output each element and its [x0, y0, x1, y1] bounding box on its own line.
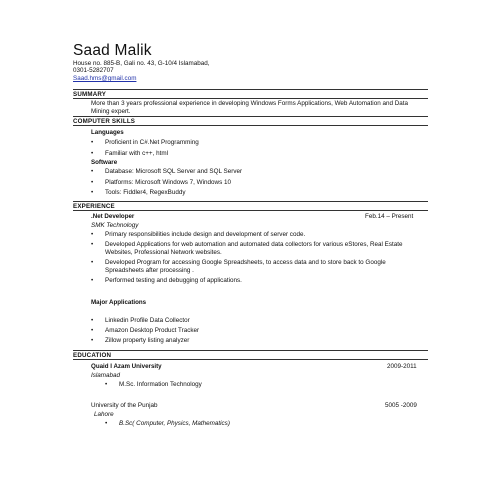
resume-page: Saad Malik House no. 885-B, Gali no. 43, G-10/4 Islamabad, 0301-5282707 Saad.hms@gmail.com SUMMARY More than 3 years professional experience in developing Windows Forms Applications, Web Automation and Data Mining expert. COMPUTER SKILLS Languages • Proficient in C#.Net Programming • Familiar with c++, html Software • Database: Microsoft SQL Server and SQL Server • Platforms: Microsoft Windows 7, Windows 10 • Tools: Fiddler4, RegexBuddy EXPERIENCE .Net Developer Feb.14 – Present SMK Technology • Primary responsibilities include design and development of server code. • Developed Applications for web automation and automated data collectors for various eStores, Real Estate Websites, Professional Network websites. • Developed Program for accessing Google Spreadsheets, to access data and to store back to Google Spreadsheets after processing . • Performed testing and debugging of applications. Major Applications • Linkedin Profile Data Collector • Amazon Desktop Product Tracker • Zillow property listing analyzer EDUCATION Quaid I Azam University 2009-2011 Islamabad • M.Sc. Information Technology University of the Punjab 5005 -2009 Lahore • B.Sc( Computer, Physics, Mathematics) — [0, 0, 495, 495]
bullet-icon: • — [91, 231, 94, 238]
divider — [73, 359, 428, 360]
bullet-icon: • — [91, 189, 94, 196]
bullet-icon: • — [91, 139, 94, 146]
divider — [73, 201, 428, 202]
divider — [73, 89, 428, 90]
bullet-icon: • — [91, 150, 94, 157]
bullet-icon: • — [91, 179, 94, 186]
contact-block — [73, 60, 210, 82]
school-city: Islamabad — [91, 372, 121, 379]
divider — [73, 350, 428, 351]
bullet-icon: • — [91, 277, 94, 284]
bullet-icon: • — [91, 327, 94, 334]
languages-heading: Languages — [91, 129, 124, 136]
divider — [73, 210, 428, 211]
divider — [73, 116, 428, 117]
summary-text: More than 3 years professional experience in developing Windows Forms Applications, Web Automation and Data Mining expert. — [91, 100, 408, 115]
skills-heading: COMPUTER SKILLS — [73, 118, 136, 125]
job-dates: Feb.14 – Present — [365, 213, 414, 220]
bullet-icon: • — [105, 381, 108, 388]
experience-heading: EXPERIENCE — [73, 203, 115, 210]
school-city: Lahore — [94, 411, 114, 418]
phone-text: 0301-5282707 — [73, 67, 114, 75]
school-name: University of the Punjab — [91, 402, 158, 409]
school-dates: 5005 -2009 — [385, 402, 417, 409]
address-text: House no. 885-B, Gali no. 43, G-10/4 Islamabad, — [73, 60, 210, 67]
bullet-icon: • — [91, 168, 94, 175]
school-name: Quaid I Azam University — [91, 363, 162, 370]
candidate-name: Saad Malik — [73, 42, 152, 59]
job-title: .Net Developer — [91, 213, 135, 220]
bullet-icon: • — [91, 337, 94, 344]
company-name: SMK Technology — [91, 222, 139, 229]
divider — [73, 125, 428, 126]
bullet-icon: • — [91, 241, 94, 248]
education-heading: EDUCATION — [73, 352, 112, 359]
bullet-icon: • — [91, 317, 94, 324]
summary-heading: SUMMARY — [73, 91, 107, 98]
bullet-icon: • — [91, 259, 94, 266]
email-link[interactable]: Saad.hms@gmail.com — [73, 74, 137, 82]
divider — [73, 98, 428, 99]
major-apps-heading: Major Applications — [91, 299, 147, 306]
software-heading: Software — [91, 159, 118, 166]
school-dates: 2009-2011 — [387, 363, 417, 370]
bullet-icon: • — [105, 420, 108, 427]
